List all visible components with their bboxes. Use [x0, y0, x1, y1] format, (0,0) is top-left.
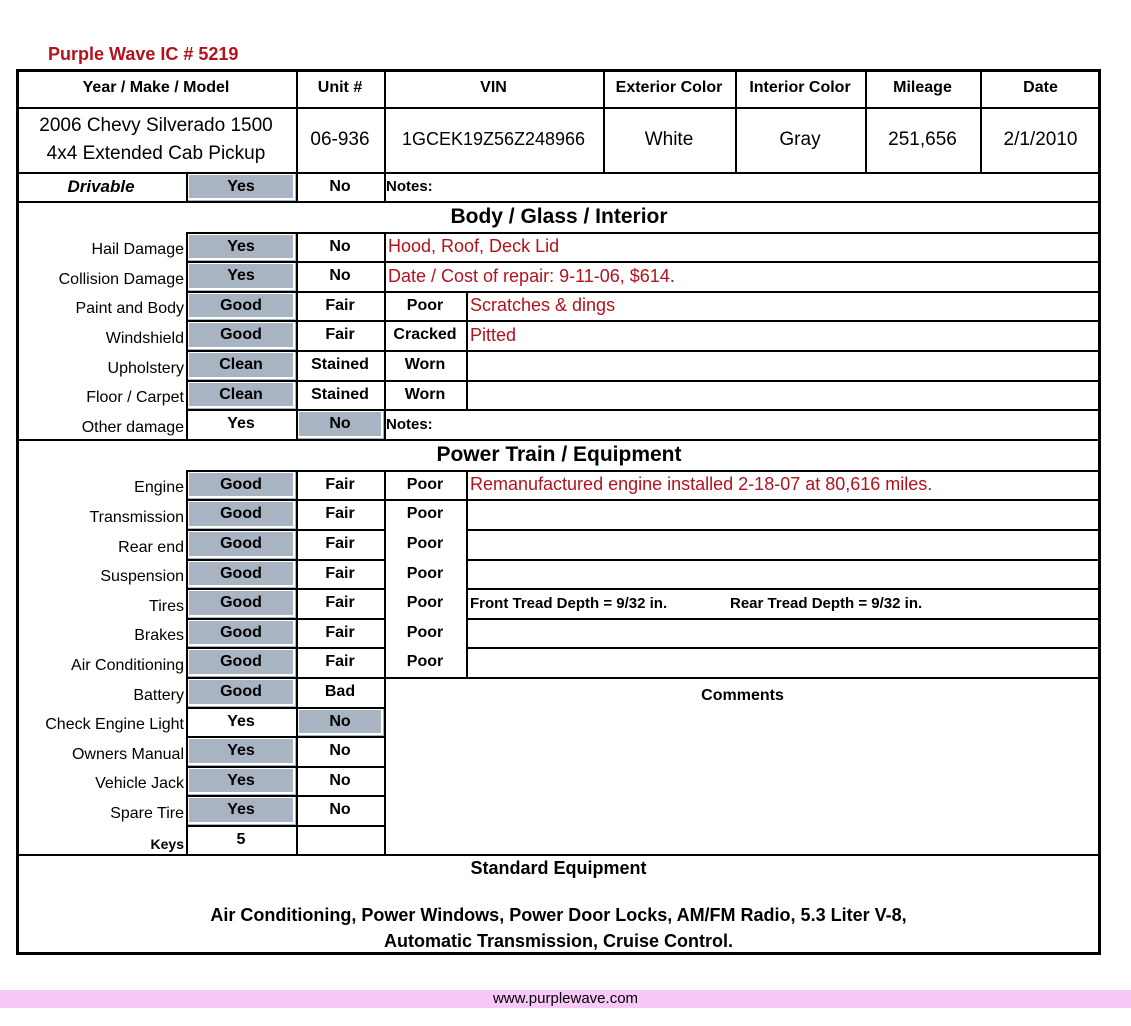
- header-vin: VIN: [480, 79, 507, 96]
- option-vehicle-jack-yes: Yes: [186, 766, 296, 795]
- vehicle-mileage: 251,656: [888, 128, 957, 150]
- drivable-no: No: [329, 177, 351, 195]
- header-interior-color: Interior Color: [749, 79, 851, 96]
- option-windshield-fair: Fair: [325, 326, 355, 343]
- option-check-engine-light-yes: Yes: [227, 712, 255, 730]
- drivable-label: Drivable: [67, 176, 135, 196]
- row-label-tires: Tires: [149, 598, 184, 615]
- row-label-collision-damage: Collision Damage: [58, 271, 184, 288]
- option-hail-damage-yes: Yes: [186, 232, 296, 261]
- option-engine-fair: Fair: [325, 475, 355, 493]
- inspection-form: [16, 69, 1101, 955]
- option-floor-carpet-stained: Stained: [311, 385, 369, 403]
- option-tires-good: Good: [186, 588, 296, 618]
- footer-url: www.purplewave.com: [0, 990, 1131, 1008]
- tires-front-tread: Front Tread Depth = 9/32 in.: [470, 594, 668, 612]
- header-year-make-model: Year / Make / Model: [82, 79, 230, 96]
- section-title-power: Power Train / Equipment: [436, 442, 682, 466]
- option-tires-fair: Fair: [325, 594, 355, 611]
- option-rear-end-good: Good: [186, 529, 296, 559]
- option-rear-end-poor: Poor: [406, 535, 444, 552]
- option-vehicle-jack-no: No: [329, 771, 351, 789]
- option-transmission-good: Good: [186, 499, 296, 529]
- row-label-vehicle-jack: Vehicle Jack: [95, 775, 184, 792]
- note-engine: Remanufactured engine installed 2-18-07 at 80,616 miles.: [470, 474, 933, 494]
- option-spare-tire-no: No: [329, 801, 351, 818]
- section-title-body: Body / Glass / Interior: [450, 204, 668, 228]
- option-transmission-fair: Fair: [325, 505, 355, 522]
- row-label-air-conditioning: Air Conditioning: [71, 657, 184, 674]
- option-air-conditioning-good: Good: [186, 647, 296, 677]
- vehicle-model-line2: 4x4 Extended Cab Pickup: [46, 142, 266, 164]
- option-collision-damage-yes: Yes: [186, 261, 296, 291]
- row-label-hail-damage: Hail Damage: [91, 241, 184, 258]
- option-owners-manual-no: No: [329, 742, 351, 759]
- row-label-engine: Engine: [134, 479, 184, 496]
- option-brakes-fair: Fair: [325, 623, 355, 641]
- option-upholstery-worn: Worn: [404, 356, 446, 373]
- option-floor-carpet-clean: Clean: [186, 380, 296, 409]
- comments-label: Comments: [701, 687, 784, 704]
- row-label-rear-end: Rear end: [118, 539, 184, 556]
- option-collision-damage-no: No: [329, 267, 351, 284]
- row-label-paint-and-body: Paint and Body: [75, 300, 184, 317]
- standard-equipment-line1: Air Conditioning, Power Windows, Power Door Locks, AM/FM Radio, 5.3 Liter V-8,: [210, 904, 907, 925]
- option-brakes-poor: Poor: [406, 623, 444, 641]
- vehicle-interior-color: Gray: [779, 128, 821, 150]
- option-hail-damage-no: No: [329, 237, 351, 255]
- option-windshield-cracked: Cracked: [393, 326, 457, 343]
- option-engine-poor: Poor: [406, 475, 444, 493]
- option-engine-good: Good: [186, 470, 296, 499]
- note-collision-damage: Date / Cost of repair: 9-11-06, $614.: [388, 265, 675, 286]
- option-paint-and-body-fair: Fair: [325, 296, 355, 314]
- option-windshield-good: Good: [186, 320, 296, 350]
- vehicle-date: 2/1/2010: [1003, 128, 1078, 150]
- option-owners-manual-yes: Yes: [186, 736, 296, 766]
- vehicle-vin: 1GCEK19Z56Z248966: [401, 129, 586, 149]
- row-label-check-engine-light: Check Engine Light: [45, 716, 184, 733]
- option-upholstery-stained: Stained: [311, 356, 369, 373]
- option-battery-good: Good: [186, 677, 296, 707]
- vehicle-model-line1: 2006 Chevy Silverado 1500: [39, 114, 273, 136]
- option-battery-bad: Bad: [324, 683, 356, 700]
- option-floor-carpet-worn: Worn: [404, 385, 446, 403]
- option-paint-and-body-good: Good: [186, 291, 296, 320]
- vehicle-exterior-color: White: [644, 128, 694, 150]
- row-label-keys: Keys: [150, 836, 184, 852]
- header-unit: Unit #: [317, 79, 363, 96]
- note-windshield: Pitted: [470, 324, 517, 345]
- note-paint-and-body: Scratches & dings: [470, 295, 616, 315]
- page-title: Purple Wave IC # 5219: [48, 44, 239, 64]
- option-rear-end-fair: Fair: [325, 535, 355, 552]
- row-label-upholstery: Upholstery: [107, 360, 184, 377]
- note-hail-damage: Hood, Roof, Deck Lid: [388, 236, 560, 256]
- option-suspension-good: Good: [186, 559, 296, 588]
- option-suspension-fair: Fair: [325, 564, 355, 582]
- header-exterior-color: Exterior Color: [615, 79, 723, 96]
- row-label-floor-carpet: Floor / Carpet: [86, 389, 184, 406]
- drivable-notes-label: Notes:: [386, 178, 433, 195]
- notes-label-other-damage: Notes:: [386, 415, 433, 433]
- row-label-windshield: Windshield: [105, 330, 184, 347]
- header-mileage: Mileage: [893, 79, 952, 96]
- option-suspension-poor: Poor: [406, 564, 444, 582]
- keys-value: 5: [236, 830, 246, 848]
- option-air-conditioning-fair: Fair: [325, 653, 355, 670]
- option-upholstery-clean: Clean: [186, 350, 296, 380]
- vehicle-unit: 06-936: [310, 128, 370, 150]
- row-label-suspension: Suspension: [100, 568, 184, 585]
- row-label-battery: Battery: [133, 687, 184, 704]
- drivable-yes: Yes: [186, 172, 296, 201]
- row-label-spare-tire: Spare Tire: [110, 805, 184, 822]
- header-date: Date: [1023, 79, 1058, 96]
- vehicle-model-cell: [16, 107, 296, 172]
- option-transmission-poor: Poor: [406, 505, 444, 522]
- standard-equipment-title: Standard Equipment: [470, 857, 647, 878]
- option-tires-poor: Poor: [406, 594, 444, 611]
- option-brakes-good: Good: [186, 618, 296, 647]
- option-check-engine-light-no: No: [296, 707, 384, 736]
- option-spare-tire-yes: Yes: [186, 795, 296, 825]
- row-label-other-damage: Other damage: [81, 419, 184, 436]
- tires-rear-tread: Rear Tread Depth = 9/32 in.: [730, 594, 923, 612]
- row-label-transmission: Transmission: [89, 509, 184, 526]
- option-paint-and-body-poor: Poor: [406, 296, 444, 314]
- option-other-damage-no: No: [296, 409, 384, 439]
- row-label-brakes: Brakes: [134, 627, 184, 644]
- option-other-damage-yes: Yes: [227, 415, 255, 432]
- standard-equipment-line2: Automatic Transmission, Cruise Control.: [383, 930, 734, 951]
- option-air-conditioning-poor: Poor: [406, 653, 444, 670]
- row-label-owners-manual: Owners Manual: [71, 746, 184, 763]
